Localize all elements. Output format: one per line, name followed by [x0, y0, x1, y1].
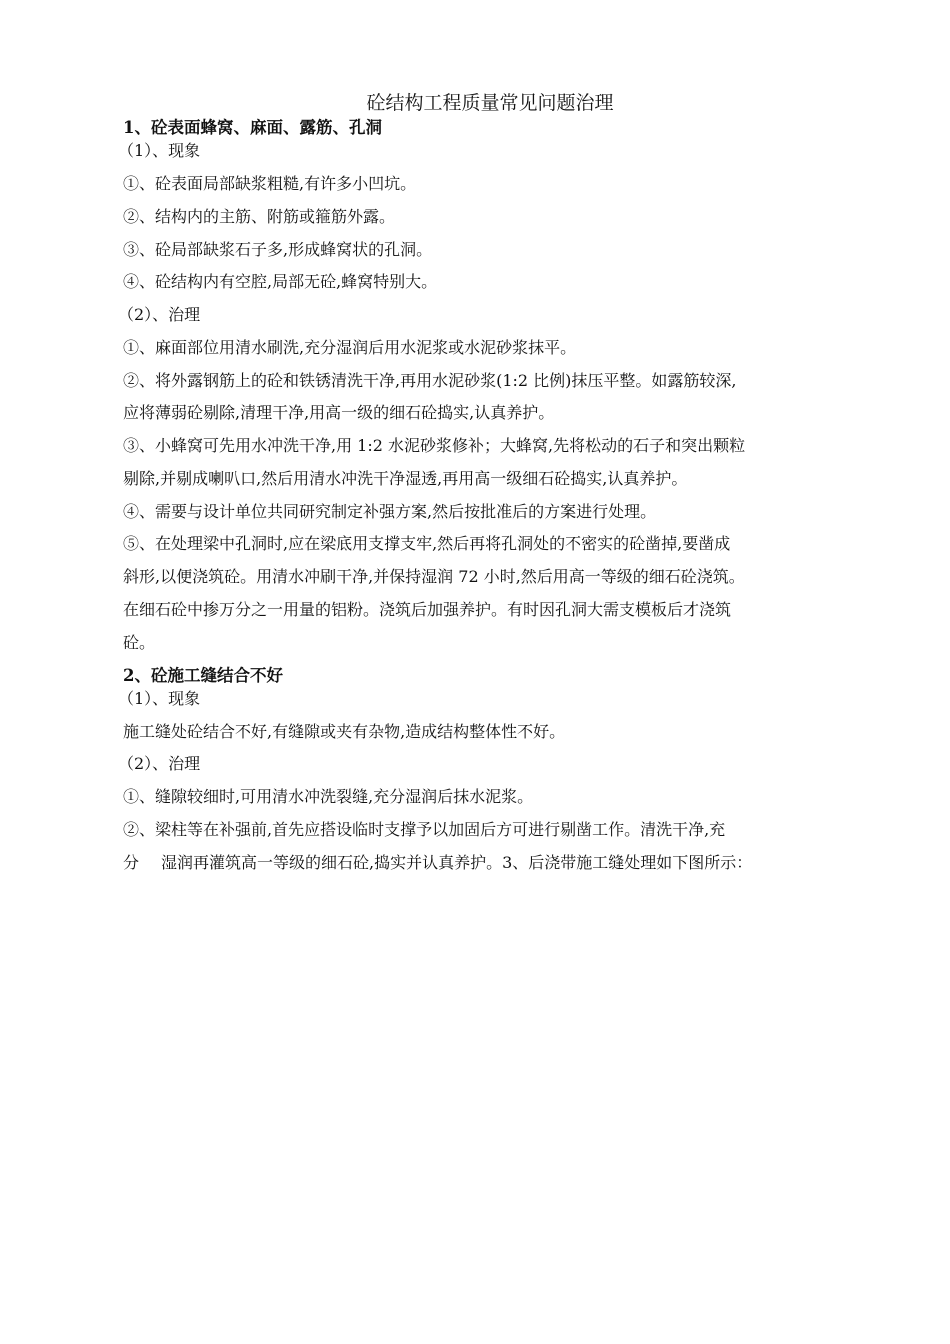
- section-1-treatment-line: 在细石砼中掺万分之一用量的铝粉。浇筑后加强养护。有时因孔洞大需支模板后才浇筑: [123, 600, 732, 619]
- section-1-heading: 1、砼表面蜂窝、麻面、露筋、孔洞: [123, 118, 382, 137]
- section-2-treatment-label: （2）、治理: [118, 754, 201, 773]
- section-2-treatment-line: ②、梁柱等在补强前,首先应搭设临时支撑予以加固后方可进行剔凿工作。清洗干净,充: [123, 820, 726, 839]
- section-1-treatment-line: ④、需要与设计单位共同研究制定补强方案,然后按批准后的方案进行处理。: [123, 502, 657, 521]
- section-1-treatment-line: ⑤、在处理梁中孔洞时,应在梁底用支撑支牢,然后再将孔洞处的不密实的砼凿掉,要凿成: [123, 534, 731, 553]
- section-1-phenomenon-item: ④、砼结构内有空腔,局部无砼,蜂窝特别大。: [123, 272, 438, 291]
- section-2-treatment-line: ①、缝隙较细时,可用清水冲洗裂缝,充分湿润后抹水泥浆。: [123, 787, 534, 806]
- section-1-treatment-line: 斜形,以便浇筑砼。用清水冲刷干净,并保持湿润 72 小时,然后用高一等级的细石砼浇筑。: [123, 567, 745, 586]
- section-2-heading: 2、砼施工缝结合不好: [123, 666, 283, 685]
- section-1-treatment-line: 砼。: [123, 633, 156, 652]
- section-2-phenomenon-text: 施工缝处砼结合不好,有缝隙或夹有杂物,造成结构整体性不好。: [123, 722, 566, 741]
- section-1-treatment-line: ②、将外露钢筋上的砼和铁锈清洗干净,再用水泥砂浆(1:2 比例)抹压平整。如露筋较深,: [123, 371, 737, 390]
- section-2-last-line-start: 分: [123, 853, 140, 872]
- section-1-treatment-line: 剔除,并剔成喇叭口,然后用清水冲洗干净湿透,再用高一级细石砼捣实,认真养护。: [123, 469, 688, 488]
- section-1-treatment-line: ③、小蜂窝可先用水冲洗干净,用 1:2 水泥砂浆修补；大蜂窝,先将松动的石子和突出颗粒: [123, 436, 746, 455]
- section-1-phenomenon-item: ②、结构内的主筋、附筋或箍筋外露。: [123, 207, 396, 226]
- page-title: 砼结构工程质量常见问题治理: [366, 92, 614, 114]
- section-1-phenomenon-item: ③、砼局部缺浆石子多,形成蜂窝状的孔洞。: [123, 240, 433, 259]
- section-2-treatment-last-line: [123, 851, 752, 875]
- section-2-last-line-rest: 湿润再灌筑高一等级的细石砼,捣实并认真养护。3、后浇带施工缝处理如下图所示：: [161, 853, 753, 872]
- section-1-treatment-label: （2）、治理: [118, 305, 201, 324]
- section-1-phenomenon-label: （1）、现象: [118, 141, 201, 160]
- section-2-phenomenon-label: （1）、现象: [118, 689, 201, 708]
- section-1-treatment-line: 应将薄弱砼剔除,清理干净,用高一级的细石砼捣实,认真养护。: [123, 403, 555, 422]
- section-1-phenomenon-item: ①、砼表面局部缺浆粗糙,有许多小凹坑。: [123, 174, 417, 193]
- section-1-treatment-line: ①、麻面部位用清水刷洗,充分湿润后用水泥浆或水泥砂浆抹平。: [123, 338, 577, 357]
